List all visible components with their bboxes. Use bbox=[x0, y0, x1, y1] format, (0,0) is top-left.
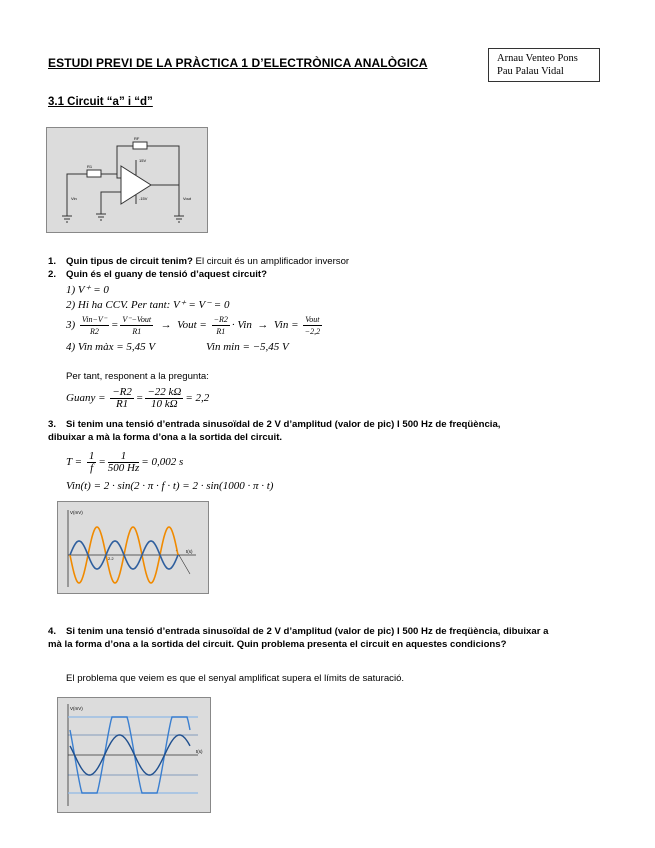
graph-1-ylabel: V(mV) bbox=[70, 510, 83, 515]
question-2-text: Quin és el guany de tensió d’aquest circuit? bbox=[66, 269, 267, 280]
step-3-fraction-3: $\frac{-R2}{R1}$ bbox=[213, 315, 228, 336]
waveform-graph-1 bbox=[57, 501, 209, 594]
period-result: = 0,002 s bbox=[141, 456, 184, 469]
waveform-graph-2 bbox=[57, 697, 211, 813]
question-3 bbox=[48, 419, 528, 444]
label-rf: RF bbox=[134, 136, 140, 141]
question-4 bbox=[48, 626, 558, 651]
authors-box bbox=[488, 48, 600, 82]
period-lhs: T = bbox=[66, 456, 83, 469]
step-3-vin-tail: · Vin bbox=[231, 319, 252, 332]
period-fraction-1: $\frac{1}{f}$ bbox=[88, 450, 95, 474]
question-3-text: Si tenim una tensió d’entrada sinusoïdal de 2 V d’amplitud (valor de pic) I 500 Hz de freqüència, dibuixar a mà la forma d’ona a la sortida del circuit. bbox=[48, 419, 501, 443]
gain-lhs: Guany = bbox=[66, 392, 106, 405]
question-3-number: 3. bbox=[48, 419, 57, 430]
waveform-plot-1 bbox=[58, 502, 208, 593]
question-2-number: 2. bbox=[48, 269, 57, 280]
graph-2-ylabel: V(mV) bbox=[70, 706, 83, 711]
label-vout: Vout bbox=[183, 196, 192, 201]
author-2: Pau Palau Vidal bbox=[497, 66, 564, 77]
gain-equation: Guany = $\frac{-R2}{R1}$ = $\frac{-22 k\Omega}{10 k\Omega}$ = 2,2 bbox=[66, 386, 210, 410]
question-1-number: 1. bbox=[48, 256, 57, 267]
step-3-vin: Vin = bbox=[273, 319, 299, 332]
question-1-text: Quin tipus de circuit tenim? bbox=[66, 256, 193, 267]
step-3-fraction-4: $\frac{\text{Vout}}{-2,2}$ bbox=[304, 315, 321, 336]
gain-result: = 2,2 bbox=[185, 392, 210, 405]
question-4-text: Si tenim una tensió d’entrada sinusoïdal de 2 V d’amplitud (valor de pic) I 500 Hz de freqüència, dibuixar a mà la forma d’ona a la sortida del circuit. Quin problema presenta el circuit en aquestes condicions? bbox=[48, 626, 549, 650]
period-equation: T = $\frac{1}{f}$ = $\frac{1}{500 Hz}$ = 0,002 s bbox=[66, 450, 184, 474]
section-heading: 3.1 Circuit “a” i “d” bbox=[48, 96, 153, 108]
gain-fraction-2: $\frac{-22 k\Omega}{10 k\Omega}$ bbox=[147, 386, 182, 410]
step-3-vout: Vout = bbox=[177, 319, 207, 332]
document-title: ESTUDI PREVI DE LA PRÀCTICA 1 D’ELECTRÒNICA ANALÒGICA bbox=[48, 56, 428, 70]
label-r1: R1 bbox=[87, 164, 93, 169]
question-4-answer: El problema que veiem es que el senyal amplificat supera el límits de saturació. bbox=[66, 673, 405, 684]
conclusion-text: Per tant, responent a la pregunta: bbox=[66, 371, 209, 382]
author-1: Arnau Venteo Pons bbox=[497, 53, 578, 64]
step-3: 3) $\frac{\text{Vin−V⁻}}{R2}$ = $\frac{\text{V⁻−Vout}}{R1}$ → Vout = $\frac{-R2}{R1}$ · Vin → Vin = $\frac{\text{Vout}}{-2,2}$ bbox=[66, 315, 321, 336]
question-1-answer: El circuit és un amplificador inversor bbox=[195, 256, 350, 267]
graph-1-mark: 2.2 bbox=[108, 556, 114, 561]
vin-equation: Vin(t) = 2 · sin(2 · π · f · t) = 2 · sin(1000 · π · t) bbox=[66, 480, 274, 492]
step-3-label: 3) bbox=[66, 319, 76, 332]
waveform-plot-2 bbox=[58, 698, 210, 812]
graph-2-xlabel: t(s) bbox=[196, 749, 203, 754]
step-1: 1) V⁺ = 0 bbox=[66, 284, 109, 296]
question-4-number: 4. bbox=[48, 626, 57, 637]
step-2: 2) Hi ha CCV. Per tant: V⁺ = V⁻ = 0 bbox=[66, 299, 230, 311]
circuit-diagram bbox=[47, 128, 207, 232]
graph-1-xlabel: t(s) bbox=[186, 549, 193, 554]
step-3-fraction-1: $\frac{\text{Vin−V⁻}}{R2}$ bbox=[81, 315, 107, 336]
question-2 bbox=[48, 269, 267, 282]
circuit-figure bbox=[46, 127, 208, 233]
step-3-fraction-2: $\frac{\text{V⁻−Vout}}{R1}$ bbox=[122, 315, 152, 336]
period-fraction-2: $\frac{1}{500 Hz}$ bbox=[107, 450, 140, 474]
question-1 bbox=[48, 256, 349, 269]
label-vcc-pos: 15V bbox=[139, 158, 147, 163]
step-4b: Vin min = −5,45 V bbox=[206, 341, 289, 353]
label-vcc-neg: -15V bbox=[139, 196, 148, 201]
label-vin: Vin bbox=[71, 196, 77, 201]
step-4: 4) Vin màx = 5,45 V bbox=[66, 341, 156, 353]
gain-fraction-1: $\frac{-R2}{R1}$ bbox=[112, 386, 132, 410]
